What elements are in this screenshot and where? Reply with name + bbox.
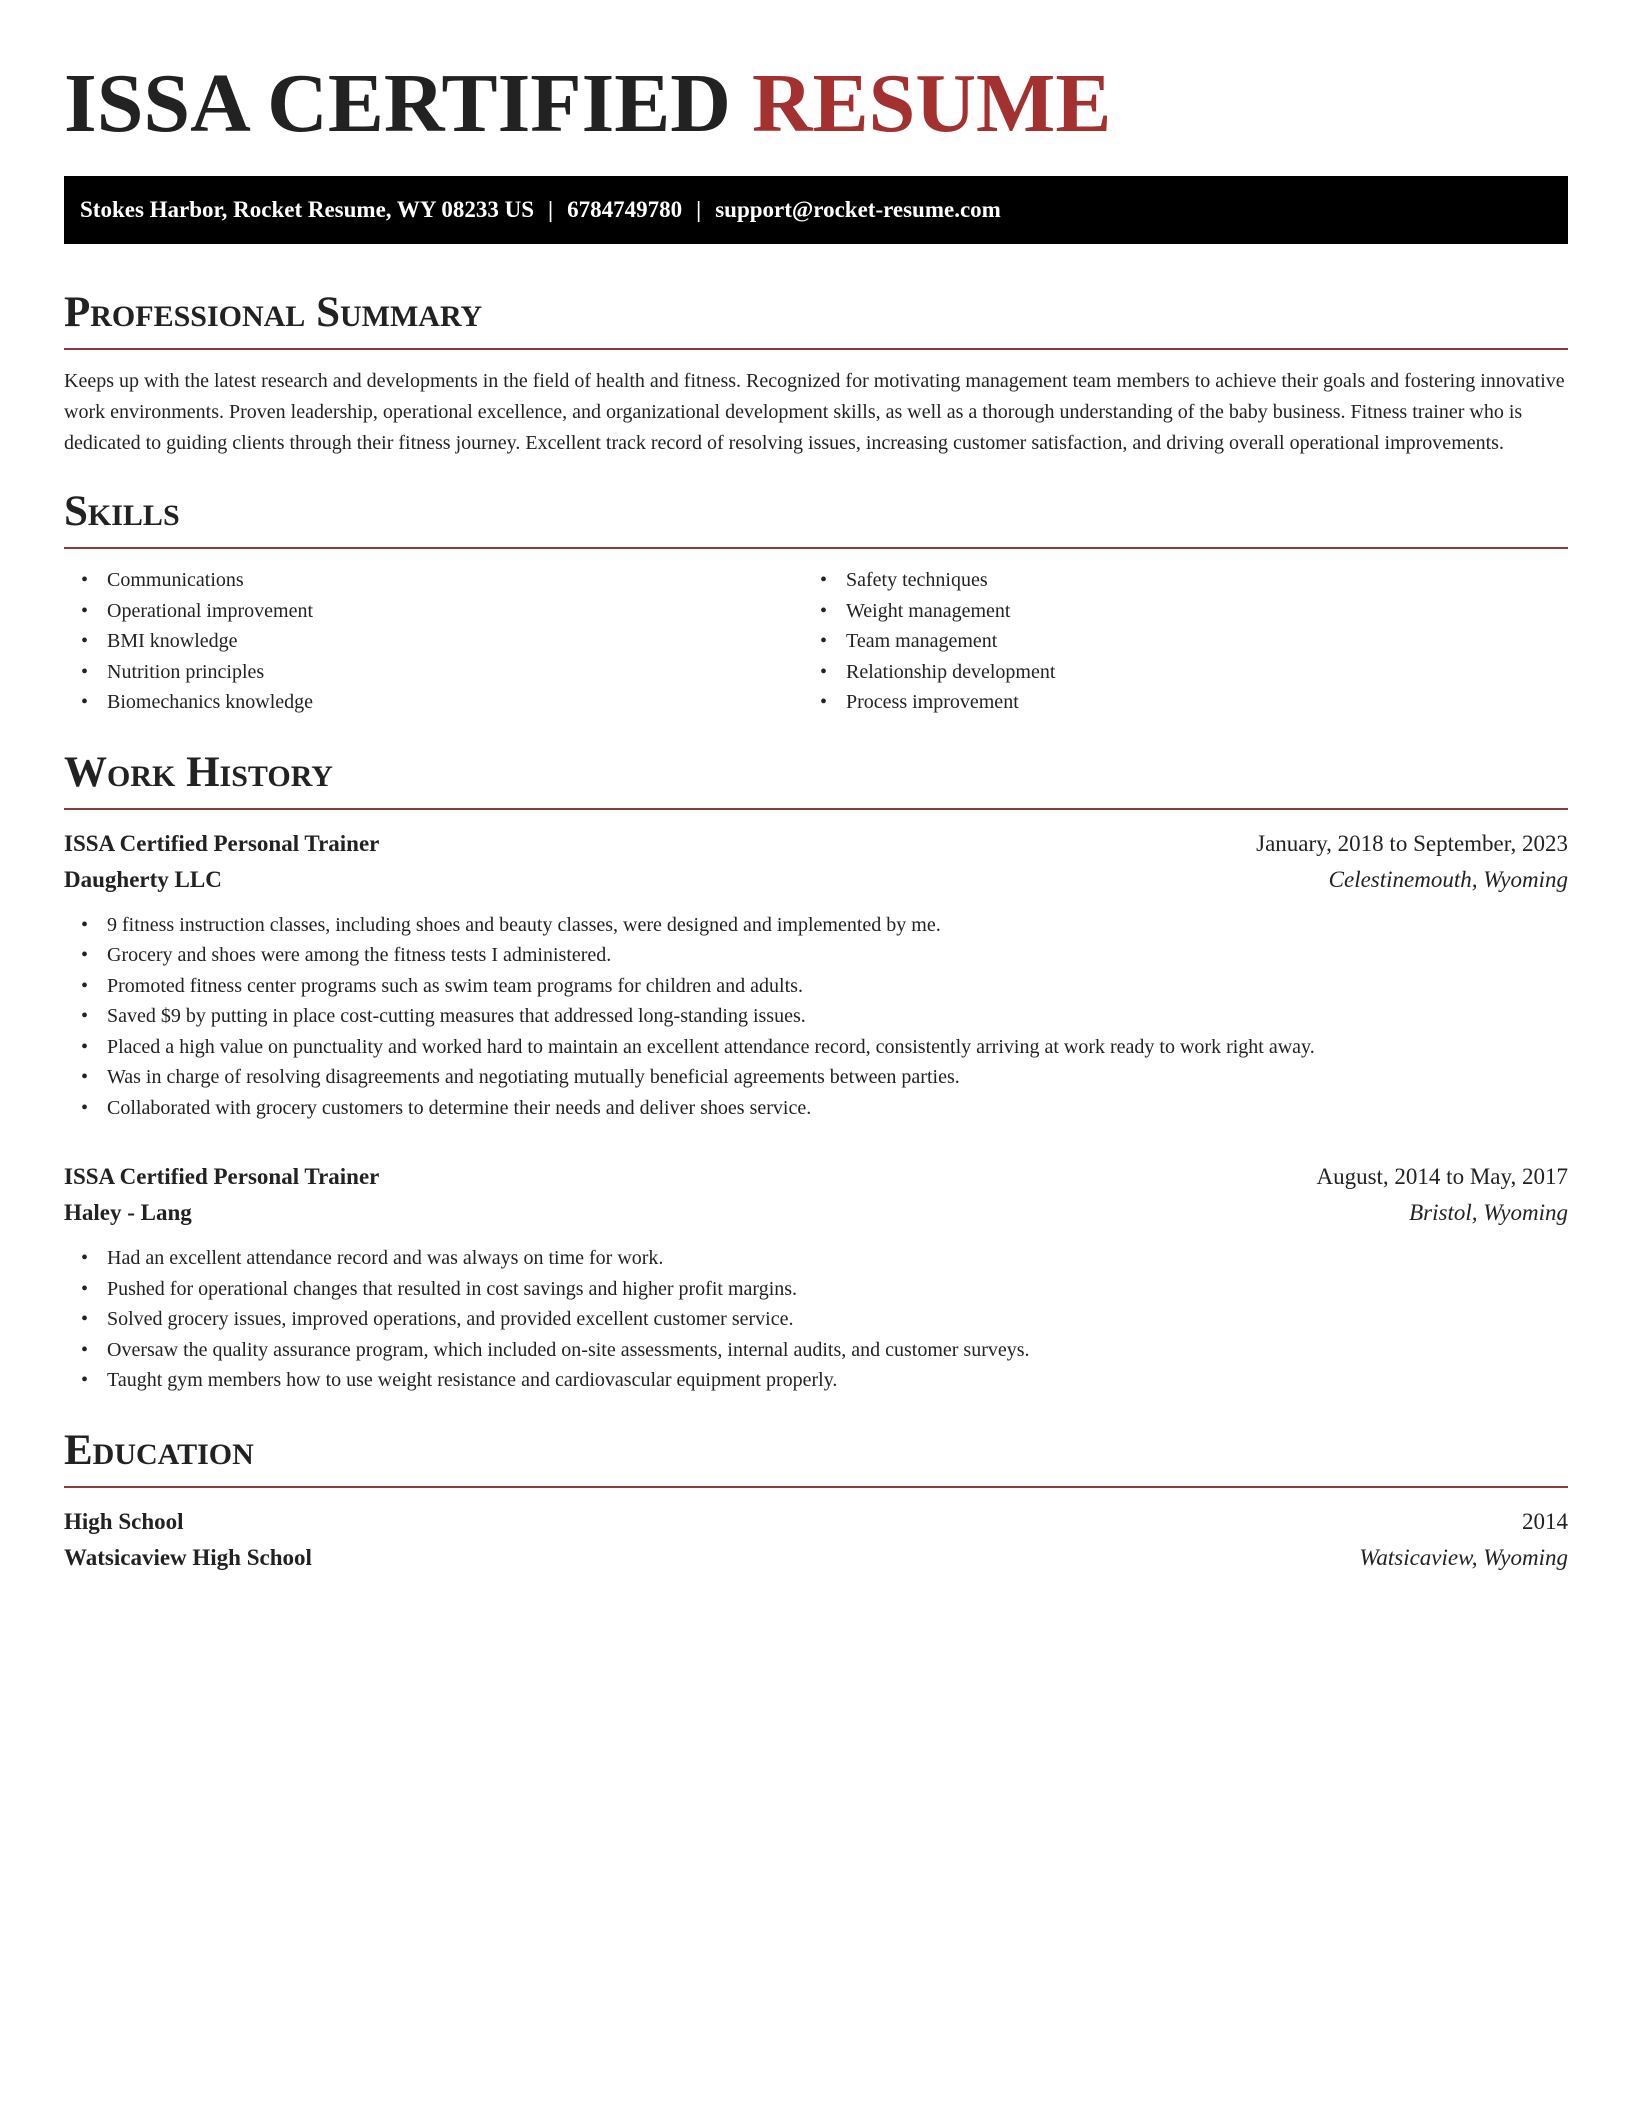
section-divider [64, 348, 1568, 350]
job-company: Haley - Lang [64, 1200, 192, 1225]
skill-item: • Nutrition principles [107, 657, 803, 688]
section-divider [64, 1486, 1568, 1488]
job-bullets [64, 1243, 1568, 1396]
job-company-row [64, 1195, 1568, 1231]
contact-separator: | [548, 197, 554, 222]
section-divider [64, 808, 1568, 810]
job-dates: August, 2014 to May, 2017 [1316, 1164, 1568, 1189]
skill-item: • Biomechanics knowledge [107, 687, 803, 718]
contact-phone: 6784749780 [567, 197, 683, 222]
job-entry [64, 1159, 1568, 1396]
contact-email: support@rocket-resume.com [715, 197, 1001, 222]
resume-page [64, 50, 1568, 1576]
job-bullet: • Was in charge of resolving disagreements and negotiating mutually beneficial agreements between parties. [107, 1062, 1568, 1093]
education-degree: High School [64, 1508, 184, 1534]
skills-section [64, 487, 1568, 718]
title-accent: RESUME [751, 57, 1112, 150]
job-bullet: • Oversaw the quality assurance program, which included on-site assessments, internal audits, and customer surveys. [107, 1335, 1568, 1366]
education-year: 2014 [1522, 1508, 1568, 1534]
education-entry [64, 1504, 1568, 1576]
work-history-section [64, 748, 1568, 1396]
job-title: ISSA Certified Personal Trainer [64, 1164, 380, 1189]
job-bullet: • Pushed for operational changes that resulted in cost savings and higher profit margins. [107, 1274, 1568, 1305]
education-section [64, 1426, 1568, 1576]
job-entry [64, 826, 1568, 1124]
job-bullet: • Placed a high value on punctuality and worked hard to maintain an excellent attendance record, consistently arriving at work ready to work right away. [107, 1032, 1568, 1063]
education-school: Watsicaview High School [64, 1544, 312, 1570]
section-divider [64, 547, 1568, 549]
job-title: ISSA Certified Personal Trainer [64, 830, 380, 856]
job-bullets [64, 910, 1568, 1124]
education-location: Watsicaview, Wyoming [1359, 1544, 1568, 1570]
job-location: Bristol, Wyoming [1409, 1200, 1568, 1225]
resume-title [64, 50, 1568, 158]
job-header-row [64, 1159, 1568, 1195]
job-header-row [64, 826, 1568, 862]
job-bullet: • Solved grocery issues, improved operations, and provided excellent customer service. [107, 1304, 1568, 1335]
skill-item: • Safety techniques [846, 565, 1542, 596]
skill-item: • Process improvement [846, 687, 1542, 718]
skills-list [64, 565, 1568, 718]
job-company-row [64, 862, 1568, 898]
skill-item: • Relationship development [846, 657, 1542, 688]
section-heading: Work History [64, 748, 333, 796]
skill-item: • Team management [846, 626, 1542, 657]
job-bullet: • Grocery and shoes were among the fitness tests I administered. [107, 940, 1568, 971]
skill-item: • Operational improvement [107, 596, 803, 627]
job-location: Celestinemouth, Wyoming [1328, 866, 1568, 892]
education-degree-row [64, 1504, 1568, 1540]
education-school-row [64, 1540, 1568, 1576]
skills-column-right [803, 565, 1542, 718]
job-bullet: • 9 fitness instruction classes, including shoes and beauty classes, were designed and implemented by me. [107, 910, 1568, 941]
contact-separator: | [696, 197, 702, 222]
section-heading: Skills [64, 488, 180, 535]
job-bullet: • Collaborated with grocery customers to determine their needs and deliver shoes service. [107, 1093, 1568, 1124]
contact-bar [64, 176, 1568, 244]
skill-item: • Communications [107, 565, 803, 596]
skill-item: • BMI knowledge [107, 626, 803, 657]
section-heading: Education [64, 1426, 254, 1474]
job-bullet: • Saved $9 by putting in place cost-cutting measures that addressed long-standing issues. [107, 1001, 1568, 1032]
job-bullet: • Had an excellent attendance record and was always on time for work. [107, 1243, 1568, 1274]
job-dates: January, 2018 to September, 2023 [1256, 830, 1568, 856]
section-heading: Professional Summary [64, 289, 483, 336]
skill-item: • Weight management [846, 596, 1542, 627]
job-company: Daugherty LLC [64, 866, 222, 892]
job-bullet: • Promoted fitness center programs such as swim team programs for children and adults. [107, 971, 1568, 1002]
contact-address: Stokes Harbor, Rocket Resume, WY 08233 US [80, 197, 535, 222]
summary-text: Keeps up with the latest research and developments in the field of health and fitness. Recognized for motivating management team members to achieve their goals and fostering innovative work environments. Proven leadership, operational excellence, and organizational development skills, as well as a thorough understanding of the baby business. Fitness trainer who is dedicated to guiding clients through their fitness journey. Excellent track record of resolving issues, increasing customer satisfaction, and driving overall operational improvements. [64, 370, 1565, 454]
title-main: ISSA CERTIFIED [64, 57, 731, 150]
job-bullet: • Taught gym members how to use weight resistance and cardiovascular equipment properly. [107, 1365, 1568, 1396]
professional-summary-section [64, 288, 1568, 459]
skills-column-left [64, 565, 803, 718]
